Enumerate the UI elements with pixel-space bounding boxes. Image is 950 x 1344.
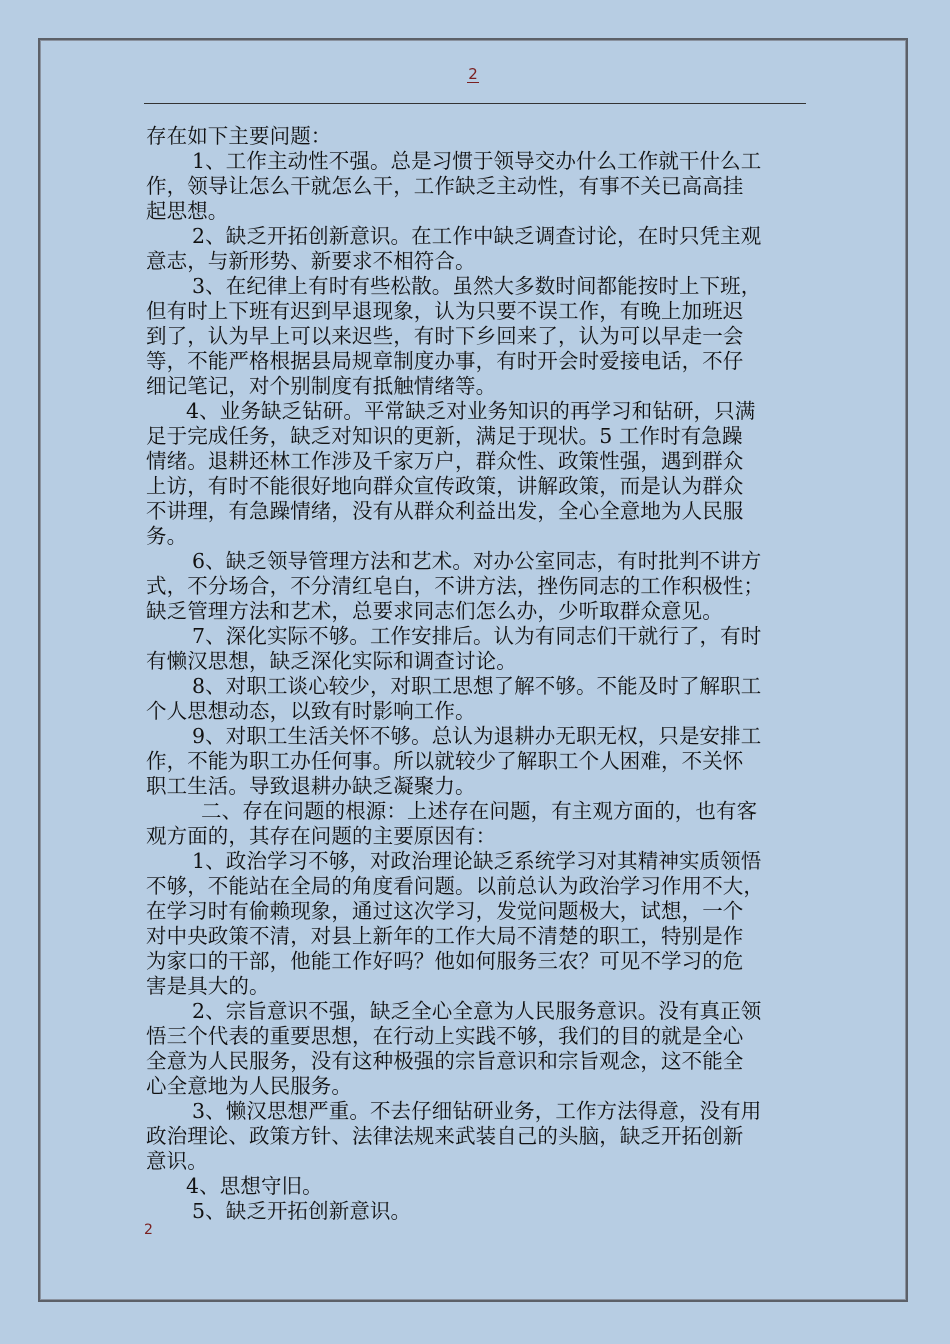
text-line: 4、思想守旧。 bbox=[186, 1174, 323, 1198]
header-divider bbox=[144, 103, 806, 104]
text-line: 2、宗旨意识不强，缺乏全心全意为人民服务意识。没有真正领 bbox=[192, 999, 762, 1023]
header-page-number: 2 bbox=[468, 65, 478, 83]
text-line: 等，不能严格根据县局规章制度办事，有时开会时爱接电话，不仔 bbox=[146, 349, 744, 373]
text-line: 务。 bbox=[146, 524, 188, 548]
text-line: 害是具大的。 bbox=[146, 974, 270, 998]
text-line: 2、缺乏开拓创新意识。在工作中缺乏调查讨论，在时只凭主观 bbox=[192, 224, 762, 248]
text-line: 7、深化实际不够。工作安排后。认为有同志们干就行了，有时 bbox=[192, 624, 762, 648]
text-line: 二、存在问题的根源：上述存在问题，有主观方面的，也有客 bbox=[201, 799, 758, 823]
text-line: 为家口的干部，他能工作好吗？他如何服务三农？可见不学习的危 bbox=[146, 949, 744, 973]
text-line: 心全意地为人民服务。 bbox=[146, 1074, 352, 1098]
text-line: 对中央政策不清，对县上新年的工作大局不清楚的职工，特别是作 bbox=[146, 924, 744, 948]
text-line: 8、对职工谈心较少，对职工思想了解不够。不能及时了解职工 bbox=[192, 674, 762, 698]
text-line: 作，不能为职工办任何事。所以就较少了解职工个人困难，不关怀 bbox=[146, 749, 744, 773]
text-line: 作，领导让怎么干就怎么干，工作缺乏主动性，有事不关已高高挂 bbox=[146, 174, 744, 198]
text-line: 存在如下主要问题： bbox=[146, 124, 332, 148]
text-line: 细记笔记，对个别制度有抵触情绪等。 bbox=[146, 374, 497, 398]
text-line: 悟三个代表的重要思想，在行动上实践不够，我们的目的就是全心 bbox=[146, 1024, 744, 1048]
document-body bbox=[146, 124, 814, 1224]
text-line: 1、工作主动性不强。总是习惯于领导交办什么工作就干什么工 bbox=[192, 149, 762, 173]
text-line: 观方面的，其存在问题的主要原因有： bbox=[146, 824, 497, 848]
text-line: 6、缺乏领导管理方法和艺术。对办公室同志，有时批判不讲方 bbox=[192, 549, 762, 573]
text-line: 1、政治学习不够，对政治理论缺乏系统学习对其精神实质领悟 bbox=[192, 849, 762, 873]
text-line: 在学习时有偷赖现象，通过这次学习，发觉问题极大，试想，一个 bbox=[146, 899, 744, 923]
text-line: 政治理论、政策方针、法律法规来武装自己的头脑，缺乏开拓创新 bbox=[146, 1124, 744, 1148]
text-line: 式，不分场合，不分清红皂白，不讲方法，挫伤同志的工作积极性； bbox=[146, 574, 764, 598]
text-line: 9、对职工生活关怀不够。总认为退耕办无职无权，只是安排工 bbox=[192, 724, 762, 748]
footer-page-number: 2 bbox=[144, 1222, 153, 1238]
text-line: 个人思想动态，以致有时影响工作。 bbox=[146, 699, 476, 723]
text-line: 意志，与新形势、新要求不相符合。 bbox=[146, 249, 476, 273]
text-line: 5、缺乏开拓创新意识。 bbox=[192, 1199, 412, 1223]
text-line: 职工生活。导致退耕办缺乏凝聚力。 bbox=[146, 774, 476, 798]
text-line: 不够，不能站在全局的角度看问题。以前总认为政治学习作用不大， bbox=[146, 874, 764, 898]
text-line: 意识。 bbox=[146, 1149, 208, 1173]
text-line: 3、在纪律上有时有些松散。虽然大多数时间都能按时上下班， bbox=[192, 274, 762, 298]
text-line: 足于完成任务，缺乏对知识的更新，满足于现状。5 工作时有急躁 bbox=[146, 424, 743, 448]
document-page bbox=[38, 38, 908, 1302]
text-line: 到了，认为早上可以来迟些，有时下乡回来了，认为可以早走一会 bbox=[146, 324, 744, 348]
text-line: 有懒汉思想，缺乏深化实际和调查讨论。 bbox=[146, 649, 517, 673]
text-line: 3、懒汉思想严重。不去仔细钻研业务，工作方法得意，没有用 bbox=[192, 1099, 762, 1123]
text-line: 情绪。退耕还林工作涉及千家万户，群众性、政策性强，遇到群众 bbox=[146, 449, 744, 473]
text-line: 起思想。 bbox=[146, 199, 229, 223]
text-line: 但有时上下班有迟到早退现象，认为只要不误工作，有晚上加班迟 bbox=[146, 299, 744, 323]
text-line: 缺乏管理方法和艺术，总要求同志们怎么办，少听取群众意见。 bbox=[146, 599, 723, 623]
text-line: 上访，有时不能很好地向群众宣传政策，讲解政策，而是认为群众 bbox=[146, 474, 744, 498]
text-line: 全意为人民服务，没有这种极强的宗旨意识和宗旨观念，这不能全 bbox=[146, 1049, 744, 1073]
text-line: 不讲理，有急躁情绪，没有从群众利益出发，全心全意地为人民服 bbox=[146, 499, 744, 523]
text-line: 4、业务缺乏钻研。平常缺乏对业务知识的再学习和钻研，只满 bbox=[186, 399, 756, 423]
